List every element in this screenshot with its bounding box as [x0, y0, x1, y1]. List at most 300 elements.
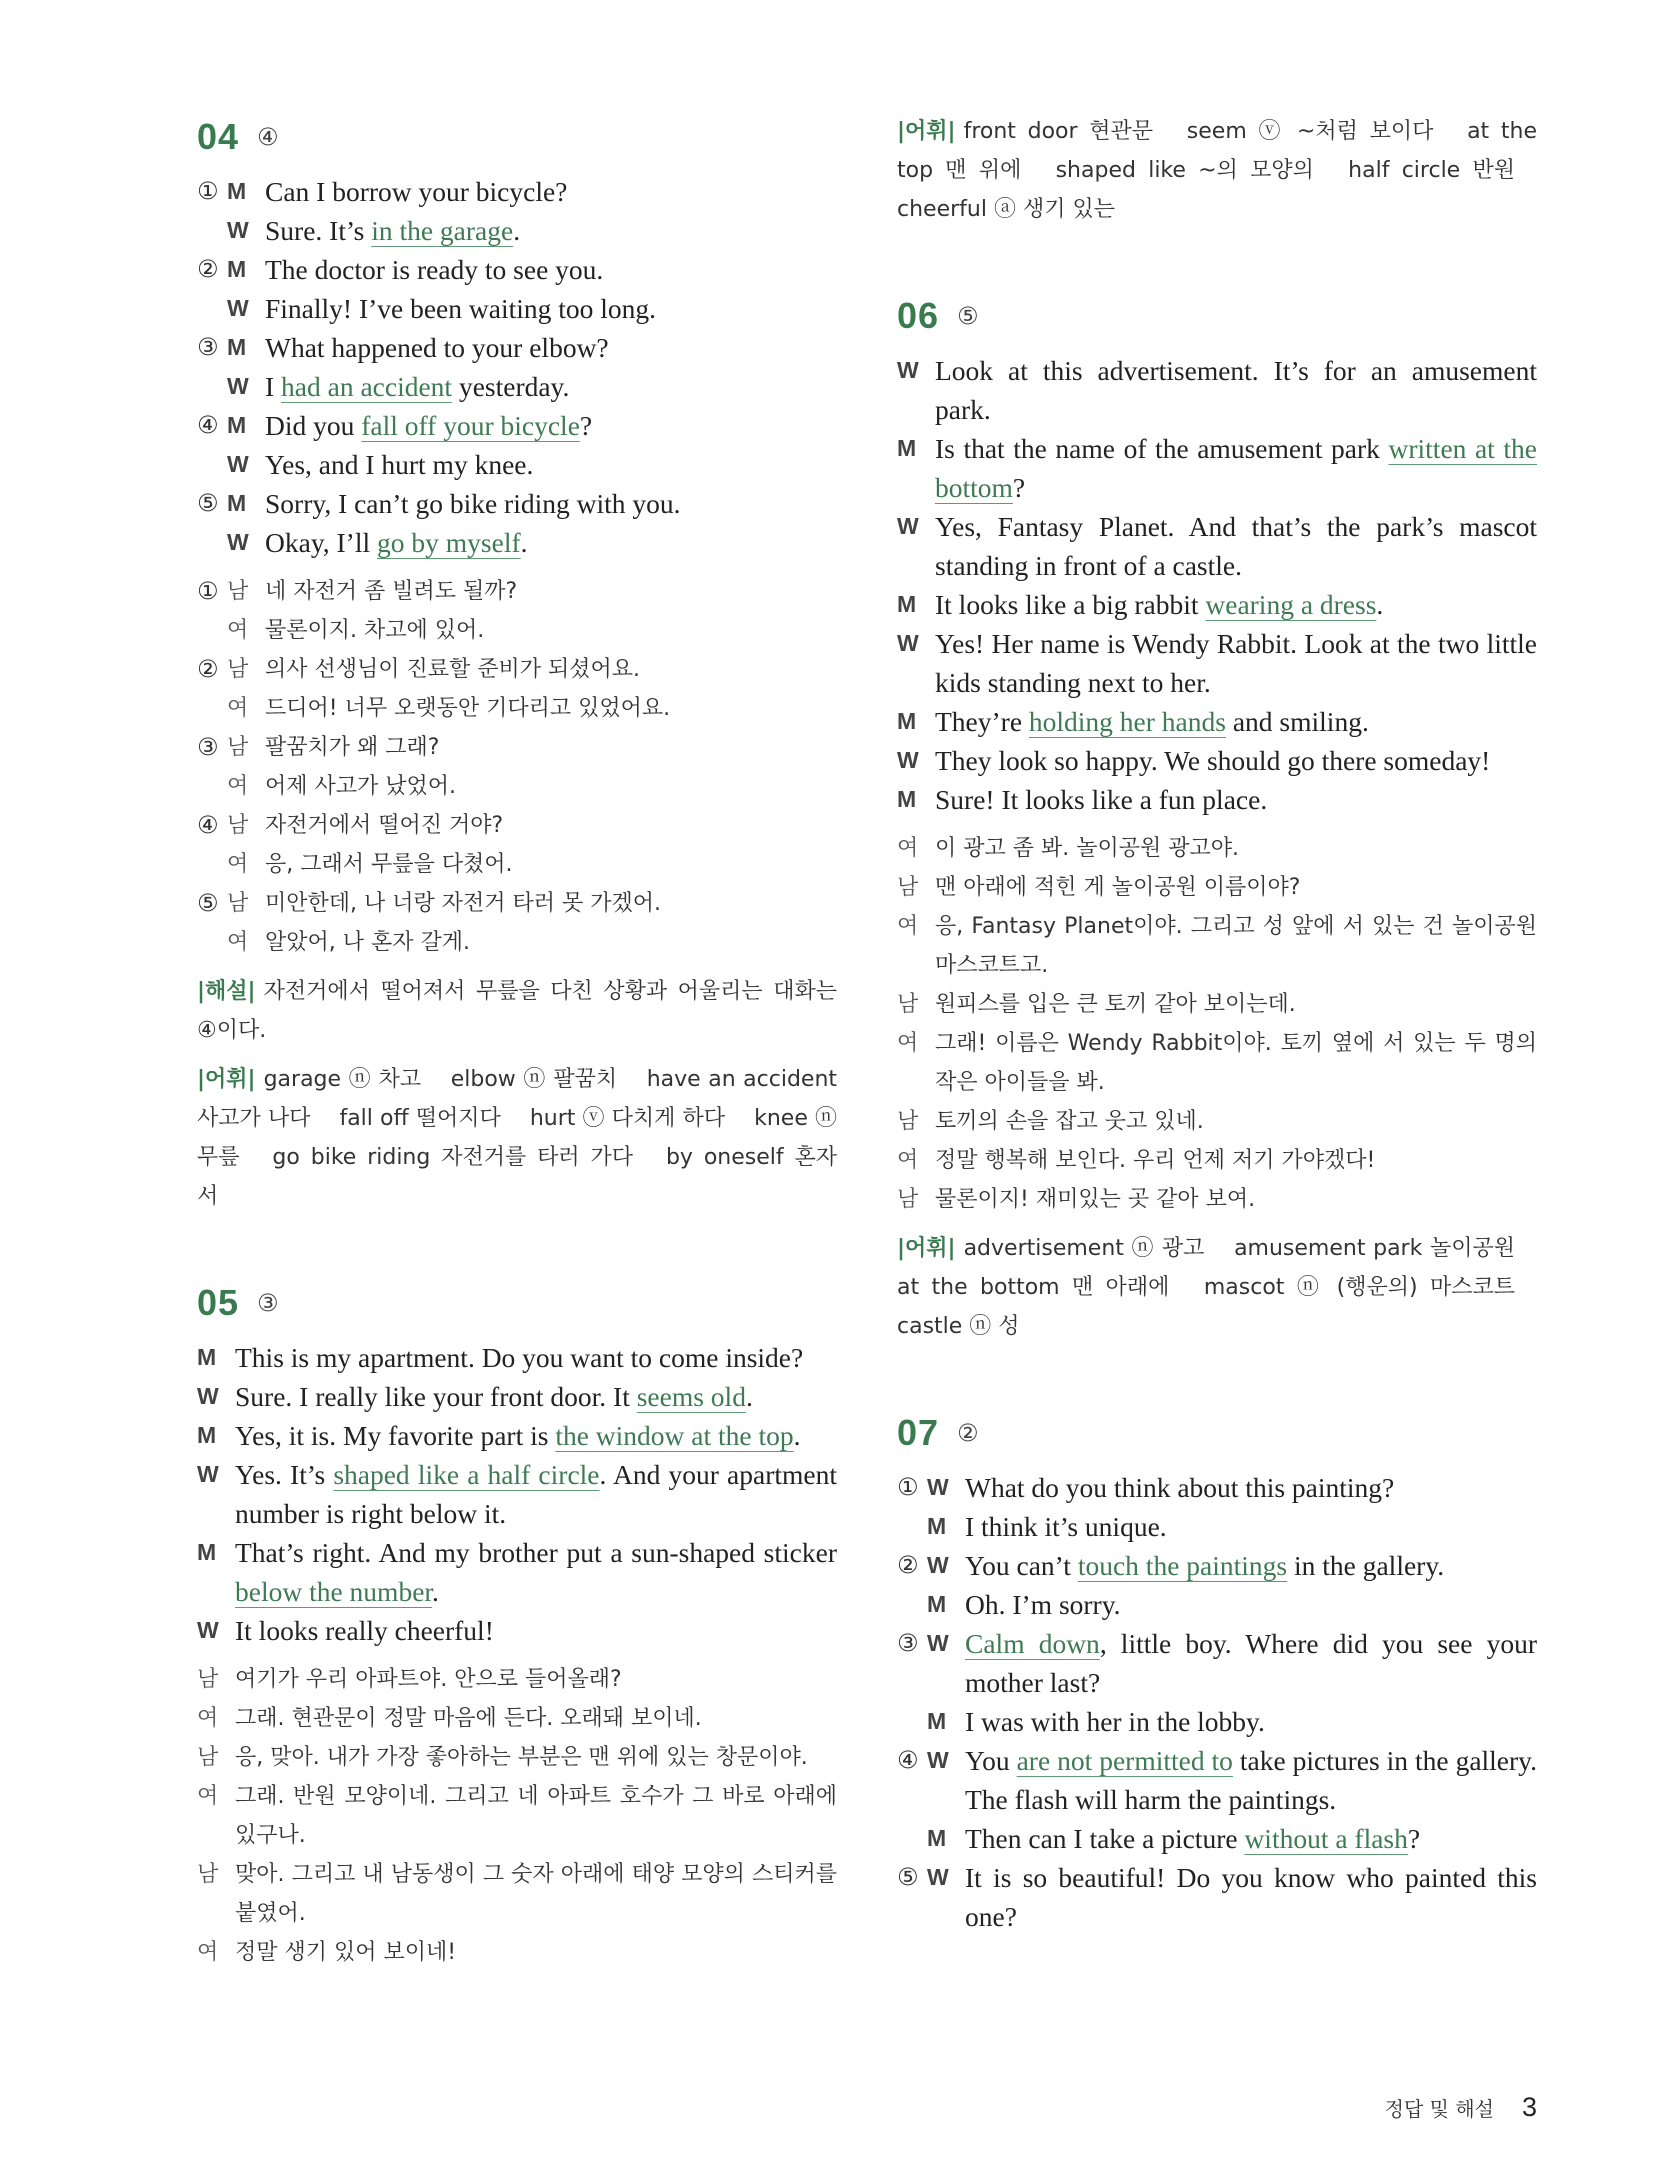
choice-mark: ④ — [897, 1746, 919, 1774]
dialogue-line — [197, 1660, 837, 1699]
question-number: 06 — [897, 295, 940, 336]
text-segment: and smiling. — [1225, 706, 1369, 737]
dialogue-line — [197, 1611, 837, 1650]
text-segment: It looks like a big rabbit — [935, 589, 1206, 620]
line-text — [265, 367, 837, 406]
choice-mark: ⑤ — [197, 489, 219, 517]
text-segment: This is my apartment. Do you want to come inside? — [235, 1342, 804, 1373]
speaker-label: M — [927, 1591, 947, 1617]
text-segment: . — [520, 527, 528, 558]
dialogue-line — [897, 829, 1537, 868]
explanation-text: 자전거에서 떨어져서 무릎을 다친 상황과 어울리는 대화는 ④이다. — [197, 979, 837, 1043]
line-text — [965, 1507, 1537, 1546]
text-segment: . — [1376, 589, 1384, 620]
question-header — [197, 1278, 837, 1328]
line-text: 여기가 우리 아파트야. 안으로 들어올래? — [235, 1667, 622, 1692]
line-text — [965, 1741, 1537, 1819]
page-footer — [1385, 2092, 1537, 2123]
choice-mark: ⑤ — [197, 889, 219, 917]
text-segment: Yes, and I hurt my knee. — [265, 449, 534, 480]
line-text: 정말 행복해 보인다. 우리 언제 저기 가야겠다! — [935, 1148, 1376, 1173]
answer-blank: below the number — [235, 1576, 433, 1607]
vocab-term: cheerful ⓐ 생기 있는 — [897, 197, 1115, 222]
speaker-label: W — [897, 357, 919, 383]
speaker-label: W — [927, 1552, 949, 1578]
text-segment: Sure! It looks like a fun place. — [935, 784, 1268, 815]
dialogue-line — [197, 1777, 837, 1855]
korean-translation — [897, 829, 1537, 1219]
text-segment: They’re — [935, 706, 1029, 737]
dialogue-line — [197, 484, 837, 523]
answer-blank: Calm down — [965, 1628, 1100, 1659]
speaker-label: 남 — [197, 1745, 219, 1770]
vocab-term: hurt ⓥ 다치게 하다 — [529, 1106, 726, 1131]
speaker-label: 여 — [197, 1784, 219, 1809]
line-text: 어제 사고가 났었어. — [265, 774, 456, 799]
speaker-label: 남 — [897, 875, 919, 900]
english-dialogue — [897, 1468, 1537, 1936]
text-segment: ? — [579, 410, 593, 441]
text-segment: That’s right. And my brother put a sun-shaped sticker — [235, 1537, 837, 1568]
line-text: 물론이지! 재미있는 곳 같아 보여. — [935, 1187, 1256, 1212]
dialogue-line — [897, 780, 1537, 819]
line-text — [235, 1455, 837, 1533]
text-segment: Look at this advertisement. It’s for an amusement park. — [935, 355, 1537, 425]
choice-mark: ① — [197, 177, 219, 205]
line-text — [265, 289, 837, 328]
line-text — [965, 1624, 1537, 1702]
line-text — [965, 1819, 1537, 1858]
answer-blank: shaped like a half circle — [333, 1459, 600, 1490]
dialogue-line — [197, 1855, 837, 1933]
dialogue-line — [197, 367, 837, 406]
text-segment: Yes! Her name is Wendy Rabbit. Look at the two little kids standing next to her. — [935, 628, 1537, 698]
dialogue-line — [197, 884, 837, 923]
answer-blank: are not permitted to — [1016, 1745, 1233, 1776]
line-text: 팔꿈치가 왜 그래? — [265, 735, 440, 760]
speaker-label: W — [927, 1864, 949, 1890]
line-text: 의사 선생님이 진료할 준비가 되셨어요. — [265, 657, 640, 682]
line-text: 미안한데, 나 너랑 자전거 타러 못 가겠어. — [265, 891, 661, 916]
dialogue-line — [197, 328, 837, 367]
dialogue-line — [897, 1741, 1537, 1819]
dialogue-line — [197, 523, 837, 562]
speaker-label: M — [897, 786, 917, 812]
speaker-label: 남 — [197, 1667, 219, 1692]
text-segment: You can’t — [965, 1550, 1078, 1581]
answer-blank: in the garage — [371, 215, 514, 246]
choice-mark: ⑤ — [897, 1863, 919, 1891]
speaker-label: 남 — [227, 735, 249, 760]
question-answer: ④ — [257, 123, 279, 151]
answer-blank: had an accident — [281, 371, 453, 402]
dialogue-line — [897, 1180, 1537, 1219]
line-text — [265, 172, 837, 211]
speaker-label: W — [197, 1461, 219, 1487]
dialogue-line — [197, 211, 837, 250]
dialogue-line — [197, 650, 837, 689]
speaker-label: 여 — [227, 618, 249, 643]
question-header — [897, 291, 1537, 341]
speaker-label: 남 — [897, 1187, 919, 1212]
answer-blank: written at the bottom — [935, 433, 1537, 503]
dialogue-line — [197, 289, 837, 328]
speaker-label: 여 — [897, 836, 919, 861]
question-header — [197, 112, 837, 162]
text-segment: Yes, Fantasy Planet. And that’s the park’s mascot standing in front of a castle. — [935, 511, 1537, 581]
speaker-label: 여 — [897, 914, 919, 939]
speaker-label: M — [197, 1344, 217, 1370]
text-segment: Did you — [265, 410, 362, 441]
speaker-label: 여 — [227, 774, 249, 799]
dialogue-line — [897, 429, 1537, 507]
speaker-label: W — [897, 747, 919, 773]
speaker-label: W — [227, 217, 249, 243]
speaker-label: 남 — [897, 992, 919, 1017]
dialogue-line — [197, 445, 837, 484]
speaker-label: W — [227, 529, 249, 555]
vocab-term: elbow ⓝ 팔꿈치 — [450, 1067, 618, 1092]
question-header — [897, 1408, 1537, 1458]
dialogue-line — [197, 250, 837, 289]
line-text — [965, 1858, 1537, 1936]
dialogue-line — [897, 1024, 1537, 1102]
vocabulary-label: |어휘| — [897, 119, 956, 144]
vocab-term: knee ⓝ 무릎 — [197, 1106, 837, 1170]
line-text — [935, 429, 1537, 507]
choice-mark: ③ — [197, 733, 219, 761]
line-text: 토끼의 손을 잡고 웃고 있네. — [935, 1109, 1204, 1134]
text-segment: Sure. I really like your front door. It — [235, 1381, 637, 1412]
speaker-label: 남 — [897, 1109, 919, 1134]
speaker-label: M — [227, 490, 247, 516]
dialogue-line — [897, 985, 1537, 1024]
choice-mark: ③ — [897, 1629, 919, 1657]
dialogue-line — [197, 1933, 837, 1972]
text-segment: What happened to your elbow? — [265, 332, 609, 363]
line-text — [935, 507, 1537, 585]
dialogue-line — [197, 806, 837, 845]
choice-mark: ② — [197, 255, 219, 283]
vocabulary — [197, 1060, 837, 1216]
speaker-label: W — [197, 1383, 219, 1409]
answer-blank: touch the paintings — [1077, 1550, 1288, 1581]
vocab-term: at the bottom 맨 아래에 — [897, 1275, 1170, 1300]
right-column — [897, 112, 1537, 1998]
speaker-label: M — [927, 1513, 947, 1539]
dialogue-line — [197, 406, 837, 445]
dialogue-line — [897, 351, 1537, 429]
speaker-label: 여 — [197, 1706, 219, 1731]
line-text: 정말 생기 있어 보이네! — [235, 1940, 457, 1965]
text-segment: in the gallery. — [1287, 1550, 1445, 1581]
speaker-label: M — [227, 334, 247, 360]
english-dialogue — [897, 351, 1537, 819]
line-text — [935, 624, 1537, 702]
line-text: 그래. 현관문이 정말 마음에 든다. 오래돼 보이네. — [235, 1706, 702, 1731]
question-06 — [897, 291, 1537, 1346]
vocabulary — [897, 1229, 1537, 1346]
text-segment: . — [432, 1576, 439, 1607]
dialogue-line — [897, 1858, 1537, 1936]
vocab-term: seem ⓥ ~처럼 보이다 — [1186, 119, 1434, 144]
line-text: 원피스를 입은 큰 토끼 같아 보이는데. — [935, 992, 1296, 1017]
dialogue-line — [197, 1416, 837, 1455]
speaker-label: M — [197, 1539, 217, 1565]
speaker-label: M — [897, 435, 917, 461]
dialogue-line — [197, 1533, 837, 1611]
dialogue-line — [197, 689, 837, 728]
line-text — [935, 351, 1537, 429]
vocab-term: fall off 떨어지다 — [339, 1106, 501, 1131]
text-segment: Yes, it is. My favorite part is — [235, 1420, 556, 1451]
line-text — [935, 741, 1537, 780]
question-05 — [197, 1278, 837, 1972]
line-text: 알았어, 나 혼자 갈게. — [265, 930, 470, 955]
text-segment: I — [265, 371, 282, 402]
dialogue-line — [197, 1338, 837, 1377]
dialogue-line — [897, 507, 1537, 585]
speaker-label: W — [927, 1474, 949, 1500]
dialogue-line — [197, 611, 837, 650]
question-number: 04 — [197, 116, 240, 157]
speaker-label: M — [897, 591, 917, 617]
line-text: 물론이지. 차고에 있어. — [265, 618, 485, 643]
korean-translation — [197, 1660, 837, 1972]
vocab-term: castle ⓝ 성 — [897, 1314, 1020, 1339]
dialogue-line — [197, 767, 837, 806]
line-text: 드디어! 너무 오랫동안 기다리고 있었어요. — [265, 696, 671, 721]
line-text — [265, 250, 837, 289]
line-text: 그래. 반원 모양이네. 그리고 네 아파트 호수가 그 바로 아래에 있구나. — [235, 1784, 837, 1848]
dialogue-line — [197, 1738, 837, 1777]
text-segment: ? — [1407, 1823, 1421, 1854]
dialogue-line — [897, 1624, 1537, 1702]
speaker-label: M — [927, 1708, 947, 1734]
line-text — [235, 1338, 837, 1377]
line-text — [235, 1416, 837, 1455]
vocab-term: shaped like ~의 모양의 — [1055, 158, 1314, 183]
speaker-label: 여 — [897, 1031, 919, 1056]
speaker-label: W — [927, 1747, 949, 1773]
line-text — [965, 1585, 1537, 1624]
text-segment: Finally! I’ve been waiting too long. — [265, 293, 657, 324]
choice-mark: ④ — [197, 811, 219, 839]
vocabulary-q05 — [897, 112, 1537, 229]
line-text — [965, 1702, 1537, 1741]
line-text — [235, 1611, 837, 1650]
vocab-term: advertisement ⓝ 광고 — [963, 1236, 1205, 1261]
speaker-label: 여 — [227, 930, 249, 955]
dialogue-line — [897, 624, 1537, 702]
text-segment: Yes. It’s — [235, 1459, 334, 1490]
choice-mark: ② — [197, 655, 219, 683]
english-dialogue — [197, 172, 837, 562]
line-text — [935, 702, 1537, 741]
dialogue-line — [897, 1507, 1537, 1546]
line-text: 자전거에서 떨어진 거야? — [265, 813, 504, 838]
speaker-label: M — [927, 1825, 947, 1851]
vocab-term: at the top 맨 위에 — [897, 119, 1537, 183]
vocab-term: by oneself 혼자서 — [197, 1145, 838, 1209]
answer-blank: holding her hands — [1028, 706, 1226, 737]
text-segment: take pictures in the gallery. The flash will harm the paintings. — [965, 1745, 1538, 1815]
footer-label: 정답 및 해설 — [1384, 2097, 1494, 2121]
speaker-label: W — [927, 1630, 949, 1656]
text-segment: Oh. I’m sorry. — [965, 1589, 1121, 1620]
dialogue-line — [897, 1468, 1537, 1507]
speaker-label: 여 — [227, 696, 249, 721]
text-segment: I think it’s unique. — [965, 1511, 1167, 1542]
text-segment: Sorry, I can’t go bike riding with you. — [265, 488, 681, 519]
speaker-label: 남 — [227, 657, 249, 682]
english-dialogue — [197, 1338, 837, 1650]
choice-mark: ③ — [197, 333, 219, 361]
speaker-label: 여 — [227, 852, 249, 877]
line-text: 그래! 이름은 Wendy Rabbit이야. 토끼 옆에 서 있는 두 명의 작은 아이들을 봐. — [935, 1031, 1537, 1095]
dialogue-line — [897, 1102, 1537, 1141]
dialogue-line — [897, 1819, 1537, 1858]
speaker-label: W — [897, 630, 919, 656]
vocab-term: go bike riding 자전거를 타러 가다 — [272, 1145, 634, 1170]
line-text — [265, 484, 837, 523]
text-segment: I was with her in the lobby. — [965, 1706, 1265, 1737]
line-text — [965, 1546, 1537, 1585]
line-text: 네 자전거 좀 빌려도 될까? — [265, 579, 518, 604]
vocab-term: half circle 반원 — [1348, 158, 1515, 183]
speaker-label: M — [227, 256, 247, 282]
line-text — [235, 1533, 837, 1611]
speaker-label: W — [897, 513, 919, 539]
speaker-label: 남 — [197, 1862, 219, 1887]
line-text — [235, 1377, 837, 1416]
dialogue-line — [197, 1455, 837, 1533]
dialogue-line — [897, 741, 1537, 780]
dialogue-line — [197, 572, 837, 611]
text-segment: What do you think about this painting? — [965, 1472, 1395, 1503]
text-segment: ? — [1012, 472, 1026, 503]
text-segment: Can I borrow your bicycle? — [265, 176, 568, 207]
speaker-label: W — [227, 451, 249, 477]
text-segment: It looks really cheerful! — [235, 1615, 494, 1646]
line-text — [965, 1468, 1537, 1507]
vocab-term: amusement park 놀이공원 — [1234, 1236, 1516, 1261]
dialogue-line — [897, 702, 1537, 741]
text-segment: . And your apartment number is right below it. — [235, 1459, 837, 1529]
speaker-label: W — [197, 1617, 219, 1643]
line-text — [265, 445, 837, 484]
question-number: 05 — [197, 1282, 240, 1323]
speaker-label: 남 — [227, 579, 249, 604]
question-answer: ③ — [257, 1289, 279, 1317]
line-text — [935, 780, 1537, 819]
dialogue-line — [897, 585, 1537, 624]
explanation-label: |해설| — [197, 979, 256, 1004]
dialogue-line — [197, 172, 837, 211]
speaker-label: 여 — [197, 1940, 219, 1965]
choice-mark: ① — [897, 1473, 919, 1501]
vocab-term: garage ⓝ 차고 — [263, 1067, 422, 1092]
question-07 — [897, 1408, 1537, 1936]
text-segment: Okay, I’ll — [265, 527, 378, 558]
text-segment: They look so happy. We should go there someday! — [935, 745, 1491, 776]
left-column — [197, 112, 837, 2034]
question-answer: ② — [957, 1419, 979, 1447]
dialogue-line — [197, 728, 837, 767]
answer-blank: without a flash — [1244, 1823, 1408, 1854]
vocabulary-label: |어휘| — [197, 1067, 256, 1092]
text-segment: . — [513, 215, 521, 246]
text-segment: You — [965, 1745, 1017, 1776]
choice-mark: ④ — [197, 411, 219, 439]
dialogue-line — [897, 1546, 1537, 1585]
dialogue-line — [197, 923, 837, 962]
dialogue-line — [897, 1585, 1537, 1624]
speaker-label: M — [197, 1422, 217, 1448]
line-text — [935, 585, 1537, 624]
answer-blank: fall off your bicycle — [361, 410, 580, 441]
speaker-label: W — [227, 373, 249, 399]
text-segment: Sure. It’s — [265, 215, 372, 246]
text-segment: Is that the name of the amusement park — [935, 433, 1389, 464]
line-text: 이 광고 좀 봐. 놀이공원 광고야. — [935, 836, 1239, 861]
speaker-label: M — [227, 412, 247, 438]
line-text — [265, 328, 837, 367]
speaker-label: M — [897, 708, 917, 734]
choice-mark: ① — [197, 577, 219, 605]
speaker-label: W — [227, 295, 249, 321]
dialogue-line — [897, 1141, 1537, 1180]
line-text — [265, 523, 837, 562]
vocab-term: mascot ⓝ (행운의) 마스코트 — [1203, 1275, 1515, 1300]
text-segment: Then can I take a picture — [965, 1823, 1245, 1854]
dialogue-line — [197, 1699, 837, 1738]
line-text: 맨 아래에 적힌 게 놀이공원 이름이야? — [935, 875, 1301, 900]
line-text — [265, 211, 837, 250]
choice-mark: ② — [897, 1551, 919, 1579]
question-number: 07 — [897, 1412, 940, 1453]
speaker-label: 남 — [227, 813, 249, 838]
vocabulary-label: |어휘| — [897, 1236, 956, 1261]
text-segment: , little boy. Where did you see your mother last? — [965, 1628, 1537, 1698]
question-04 — [197, 112, 837, 1216]
line-text: 응, Fantasy Planet이야. 그리고 성 앞에 서 있는 건 놀이공원 마스코트고. — [935, 914, 1537, 978]
explanation — [197, 972, 837, 1050]
text-segment: It is so beautiful! Do you know who painted this one? — [965, 1862, 1537, 1932]
answer-blank: seems old — [636, 1381, 746, 1412]
dialogue-line — [897, 1702, 1537, 1741]
text-segment: . — [745, 1381, 753, 1412]
line-text: 응, 그래서 무릎을 다쳤어. — [265, 852, 513, 877]
korean-translation — [197, 572, 837, 962]
text-segment: . — [793, 1420, 801, 1451]
speaker-label: M — [227, 178, 247, 204]
vocab-term: front door 현관문 — [963, 119, 1154, 144]
question-answer: ⑤ — [957, 302, 979, 330]
dialogue-line — [897, 868, 1537, 907]
line-text: 맞아. 그리고 내 남동생이 그 숫자 아래에 태양 모양의 스티커를 붙였어. — [235, 1862, 837, 1926]
dialogue-line — [197, 1377, 837, 1416]
text-segment: yesterday. — [452, 371, 570, 402]
text-segment: The doctor is ready to see you. — [265, 254, 604, 285]
line-text: 응, 맞아. 내가 가장 좋아하는 부분은 맨 위에 있는 창문이야. — [235, 1745, 808, 1770]
answer-blank: go by myself — [377, 527, 521, 558]
page-number: 3 — [1521, 2092, 1537, 2122]
speaker-label: 여 — [897, 1148, 919, 1173]
dialogue-line — [897, 907, 1537, 985]
answer-blank: wearing a dress — [1205, 589, 1377, 620]
dialogue-line — [197, 845, 837, 884]
